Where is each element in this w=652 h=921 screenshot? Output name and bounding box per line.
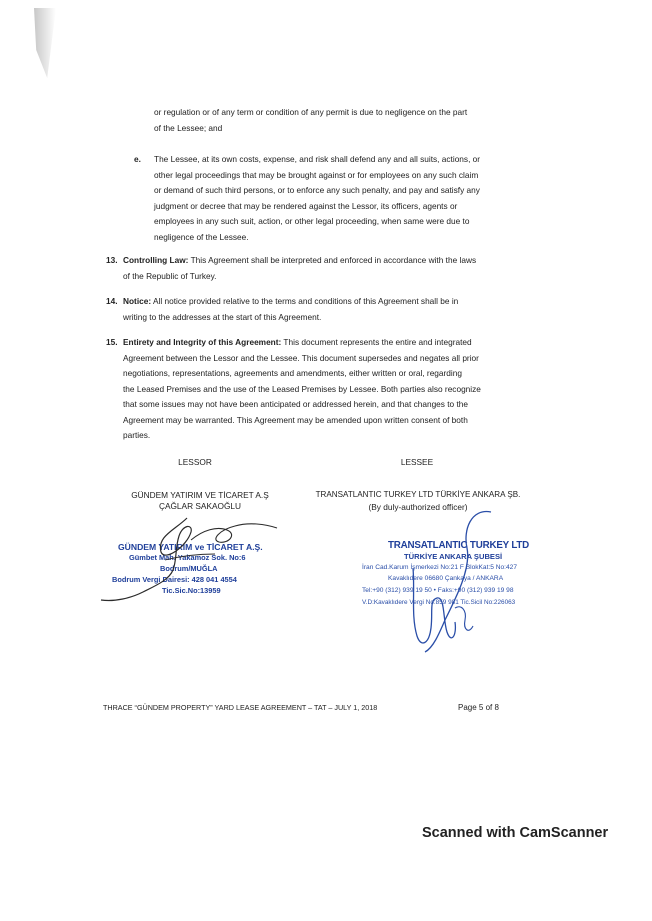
clause-13-title: Controlling Law: [123,255,189,265]
text-line: or regulation or of any term or condition of any permit is due to negligence on the part [154,107,468,117]
text-line: of the Lessee; and [154,122,223,133]
page-number: Page 5 of 8 [458,703,499,712]
lessor-heading: LESSOR [178,457,212,467]
lessee-heading: LESSEE [400,457,434,467]
text-line: Agreement between the Lessor and the Lessee. This document supersedes and negates all prior [123,352,479,363]
text-line: Agreement may be warranted. This Agreement may be amended upon written consent of both [123,414,468,425]
text-line: judgment or decree that may be rendered against the Lessor, its officers, agents or [154,200,458,211]
footer-title: THRACE “GÜNDEM PROPERTY” YARD LEASE AGREEMENT – TAT – JULY 1, 2018 [103,703,378,712]
text-line: of the Republic of Turkey. [123,270,217,281]
lessor-company: GÜNDEM YATIRIM VE TİCARET A.Ş [131,490,269,500]
clause-13-number: 13. [106,255,118,265]
lessee-company: TRANSATLANTIC TURKEY LTD TÜRKİYE ANKARA ŞB. [315,490,521,499]
text-line: All notice provided relative to the terms and conditions of this Agreement shall be in [151,296,459,306]
clause-e [154,152,480,245]
clause-15 [123,335,481,444]
clause-e-label: e. [134,154,141,164]
clause-15-title: Entirety and Integrity of this Agreement: [123,337,282,347]
scan-edge-shadow [34,8,56,78]
stamp-line: V.D:Kavaklıdere Vergi No:859 981 Tic.Sicil No:226063 [362,599,516,606]
text-line: writing to the addresses at the start of this Agreement. [123,311,322,322]
stamp-line: Kavaklıdere 06680 Çankaya / ANKARA [388,575,504,582]
stamp-line: Bodrum/MUĞLA [160,564,218,573]
text-line: negligence of the Lessee. [154,231,249,242]
lessor-signatory: ÇAĞLAR SAKAOĞLU [158,501,242,511]
text-line: the Leased Premises and the use of the Leased Premises by Lessee. Both parties also recognize [123,383,481,394]
text-line: other legal proceedings that may be brought against or for employees on any such claim [154,169,479,180]
text-line: that some issues may not have been anticipated or addressed herein, and that changes to the [123,399,469,409]
stamp-line: TÜRKİYE ANKARA ŞUBESİ [404,552,503,561]
clause-14 [123,294,458,325]
stamp-line: Tic.Sic.No:13959 [162,586,221,595]
stamp-line: Tel:+90 (312) 939 19 50 • Faks:+90 (312) 939 19 98 [362,587,514,594]
text-line: This Agreement shall be interpreted and enforced in accordance with the laws [188,255,477,265]
text-line: employees in any such suit, action, or other legal proceeding, when same were due to [154,216,470,226]
stamp-line: Gümbet Mah. Yakamoz Sok. No:6 [129,553,246,562]
clause-13 [123,253,476,284]
text-line: This document represents the entire and integrated [281,337,472,347]
clause-14-title: Notice: [123,296,152,306]
lessee-signature [395,508,505,658]
stamp-line: GÜNDEM YATIRIM ve TİCARET A.Ş. [118,542,263,552]
clause-d-continuation [154,105,467,136]
lessee-signatory: (By duly-authorized officer) [368,502,468,512]
lessor-signature [95,500,295,605]
stamp-line: İran Cad.Karum İşmerkezi No:21 F BlokKat:5 No:427 [362,564,518,571]
text-line: negotiations, representations, agreements and amendments, either written or oral, regarding [123,368,462,378]
clause-14-number: 14. [106,296,118,306]
camscanner-watermark: Scanned with CamScanner [422,825,609,841]
text-line: parties. [123,430,151,440]
clause-15-number: 15. [106,337,118,347]
stamp-line: TRANSATLANTIC TURKEY LTD [388,540,530,551]
text-line: The Lessee, at its own costs, expense, and risk shall defend any and all suits, actions, or [154,154,481,164]
stamp-line: Bodrum Vergi Dairesi: 428 041 4554 [112,575,237,584]
text-line: or demand of such third persons, or to enforce any such penalty, and pay and satisfy any [154,185,480,195]
